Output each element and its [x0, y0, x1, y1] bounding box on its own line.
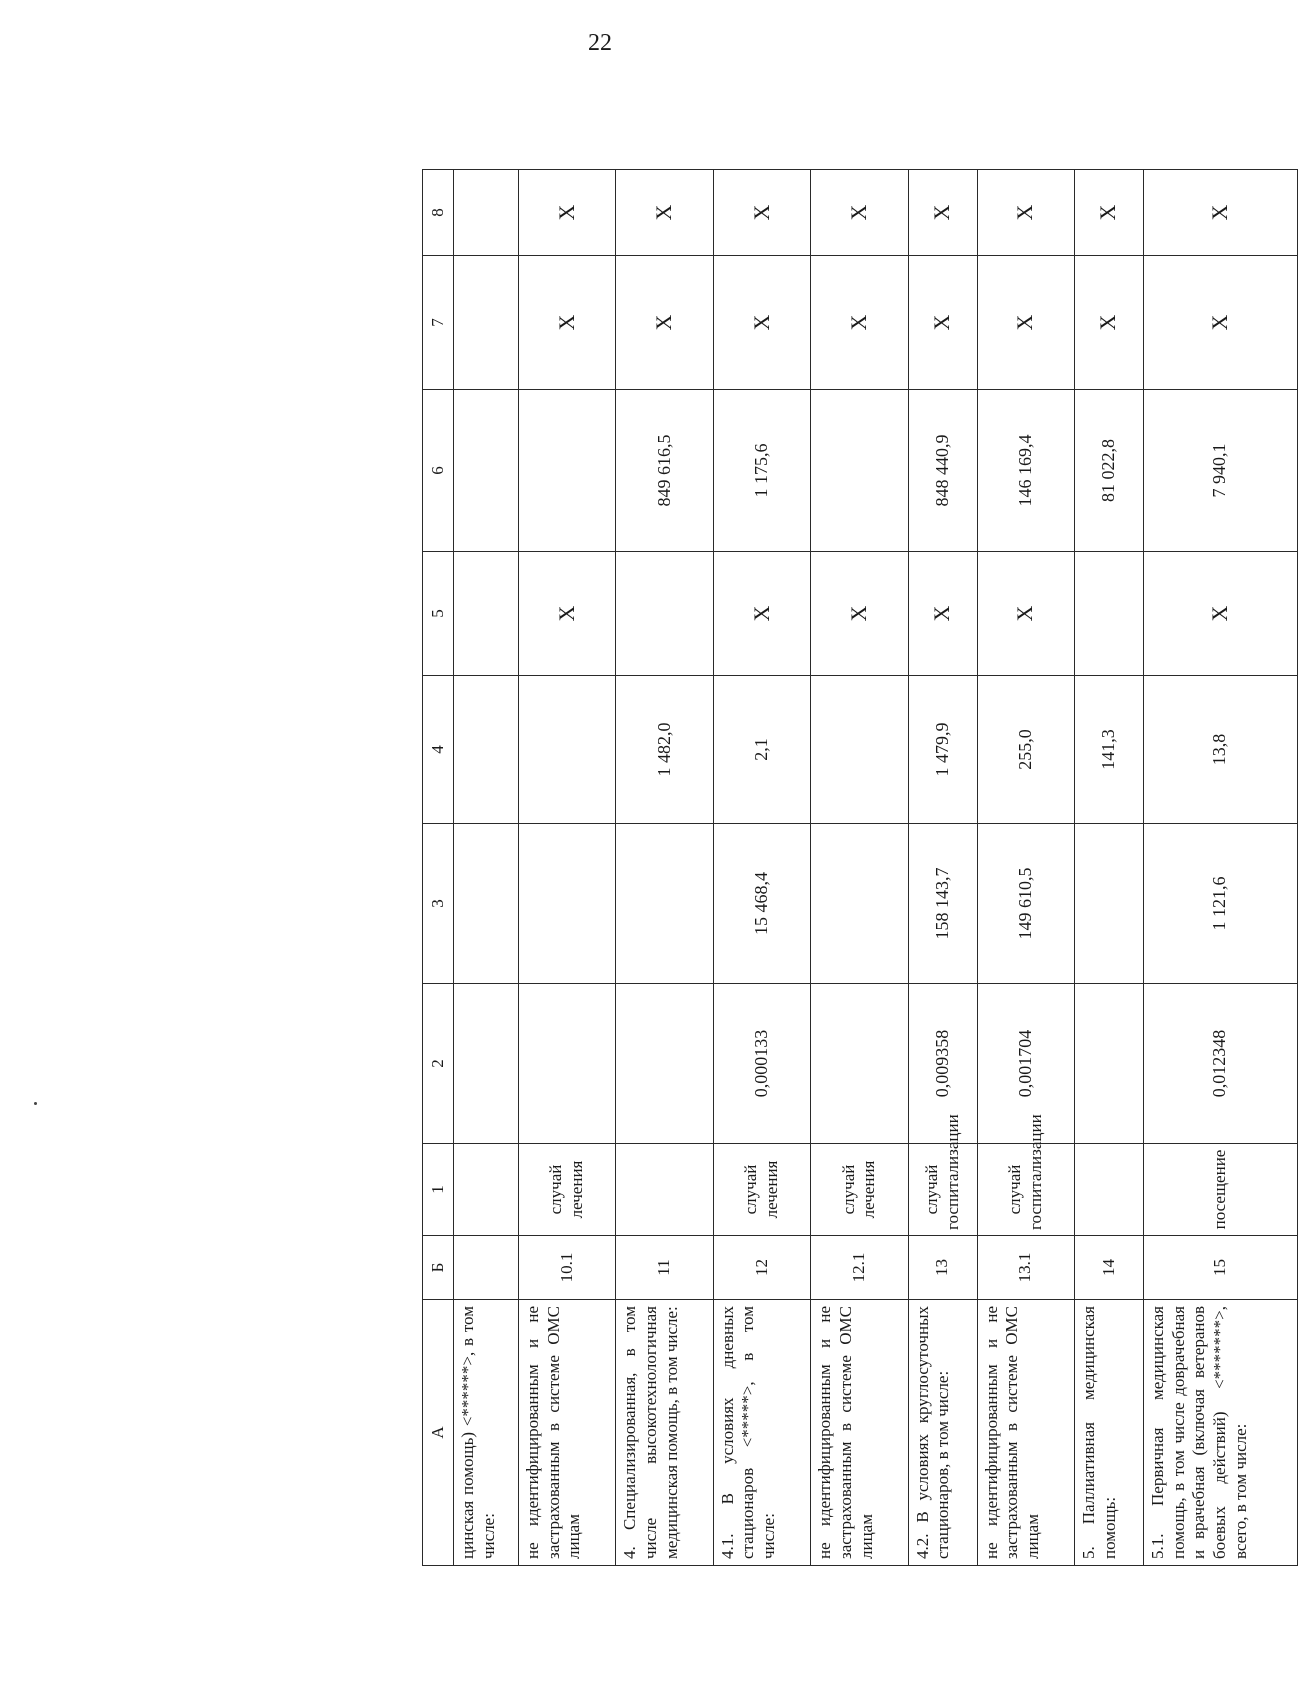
row-code: 13.1 — [977, 1236, 1074, 1300]
value-cell: 141,3 — [1074, 676, 1143, 824]
value-cell: X — [519, 552, 616, 676]
value-cell: 2,1 — [713, 676, 810, 824]
value-cell: 1 175,6 — [713, 390, 810, 552]
value-cell — [454, 390, 519, 552]
unit-cell — [454, 1144, 519, 1236]
value-cell: X — [519, 256, 616, 390]
value-cell: X — [519, 170, 616, 256]
table-row — [1143, 170, 1297, 1566]
row-label: 5.1. Первичная медицинская помощь, в том числе доврачебная и врачебная (включая ветеранов боевых действий) <*******>, всего, в том числе: — [1143, 1300, 1297, 1566]
value-cell: X — [977, 170, 1074, 256]
value-cell: X — [713, 552, 810, 676]
row-code: 11 — [616, 1236, 713, 1300]
rotated-table-wrapper — [422, 170, 1298, 1566]
value-cell: X — [713, 256, 810, 390]
value-cell: 13,8 — [1143, 676, 1297, 824]
row-label: 4. Специализированная, в том числе высокотехнологичная медицинская помощь, в том числе: — [616, 1300, 713, 1566]
value-cell: 15 468,4 — [713, 824, 810, 984]
page-number: 22 — [588, 30, 612, 56]
value-cell: 849 616,5 — [616, 390, 713, 552]
value-cell: X — [1143, 552, 1297, 676]
header-cell: Б — [423, 1236, 454, 1300]
row-label: цинская помощь) <******>, в том числе: — [454, 1300, 519, 1566]
value-cell — [519, 984, 616, 1144]
value-cell: 158 143,7 — [908, 824, 977, 984]
value-cell: X — [908, 256, 977, 390]
value-cell: 1 121,6 — [1143, 824, 1297, 984]
value-cell: X — [811, 170, 908, 256]
value-cell — [1074, 984, 1143, 1144]
value-cell: 0,000133 — [713, 984, 810, 1144]
header-cell: 7 — [423, 256, 454, 390]
unit-cell: случай лечения — [519, 1144, 616, 1236]
value-cell: 0,001704 — [977, 984, 1074, 1144]
unit-cell — [1074, 1144, 1143, 1236]
value-cell — [454, 256, 519, 390]
value-cell — [616, 984, 713, 1144]
table-row — [811, 170, 908, 1566]
value-cell — [811, 676, 908, 824]
value-cell: 1 479,9 — [908, 676, 977, 824]
value-cell — [454, 170, 519, 256]
value-cell: X — [811, 256, 908, 390]
table-header-row — [423, 170, 454, 1566]
header-cell: 8 — [423, 170, 454, 256]
value-cell: X — [908, 552, 977, 676]
table-row — [908, 170, 977, 1566]
row-label: не идентифицированным и не застрахованным в системе ОМС лицам — [519, 1300, 616, 1566]
value-cell: 0,012348 — [1143, 984, 1297, 1144]
value-cell: X — [977, 552, 1074, 676]
value-cell: X — [908, 170, 977, 256]
row-code: 15 — [1143, 1236, 1297, 1300]
unit-cell: случай лечения — [713, 1144, 810, 1236]
row-code: 12.1 — [811, 1236, 908, 1300]
row-label: 4.2. В условиях круглосуточных стационаров, в том числе: — [908, 1300, 977, 1566]
header-cell: 3 — [423, 824, 454, 984]
value-cell: X — [1143, 256, 1297, 390]
row-label: не идентифицированным и не застрахованным в системе ОМС лицам — [977, 1300, 1074, 1566]
value-cell: X — [977, 256, 1074, 390]
row-code: 14 — [1074, 1236, 1143, 1300]
value-cell: X — [713, 170, 810, 256]
header-cell: 4 — [423, 676, 454, 824]
table-row — [713, 170, 810, 1566]
value-cell: 81 022,8 — [1074, 390, 1143, 552]
unit-cell: случай госпитализации — [908, 1144, 977, 1236]
value-cell — [811, 824, 908, 984]
value-cell — [811, 390, 908, 552]
value-cell: 1 482,0 — [616, 676, 713, 824]
table-row — [454, 170, 519, 1566]
row-code: 12 — [713, 1236, 810, 1300]
value-cell — [454, 552, 519, 676]
data-table — [422, 169, 1298, 1566]
header-cell: А — [423, 1300, 454, 1566]
value-cell — [1074, 824, 1143, 984]
value-cell — [454, 984, 519, 1144]
unit-cell: случай госпитализации — [977, 1144, 1074, 1236]
header-cell: 6 — [423, 390, 454, 552]
header-cell: 5 — [423, 552, 454, 676]
value-cell: 0,009358 — [908, 984, 977, 1144]
row-label: не идентифицированным и не застрахованным в системе ОМС лицам — [811, 1300, 908, 1566]
row-label: 4.1. В условиях дневных стационаров <*****>, в том числе: — [713, 1300, 810, 1566]
value-cell — [519, 824, 616, 984]
value-cell — [519, 676, 616, 824]
value-cell: X — [1074, 256, 1143, 390]
value-cell — [519, 390, 616, 552]
unit-cell: посещение — [1143, 1144, 1297, 1236]
table-row — [1074, 170, 1143, 1566]
header-cell: 2 — [423, 984, 454, 1144]
value-cell: X — [811, 552, 908, 676]
value-cell: 848 440,9 — [908, 390, 977, 552]
unit-cell: случай лечения — [811, 1144, 908, 1236]
value-cell — [616, 824, 713, 984]
value-cell: 146 169,4 — [977, 390, 1074, 552]
value-cell: 255,0 — [977, 676, 1074, 824]
scan-speck — [34, 1102, 37, 1105]
row-code: 10.1 — [519, 1236, 616, 1300]
value-cell — [616, 552, 713, 676]
value-cell: 7 940,1 — [1143, 390, 1297, 552]
row-code — [454, 1236, 519, 1300]
header-cell: 1 — [423, 1144, 454, 1236]
table-row — [519, 170, 616, 1566]
value-cell: X — [1143, 170, 1297, 256]
value-cell: X — [616, 256, 713, 390]
value-cell: X — [616, 170, 713, 256]
unit-cell — [616, 1144, 713, 1236]
row-label: 5. Паллиативная медицинская помощь: — [1074, 1300, 1143, 1566]
value-cell: X — [1074, 170, 1143, 256]
value-cell: 149 610,5 — [977, 824, 1074, 984]
table-row — [977, 170, 1074, 1566]
value-cell — [454, 824, 519, 984]
value-cell — [454, 676, 519, 824]
value-cell — [811, 984, 908, 1144]
value-cell — [1074, 552, 1143, 676]
row-code: 13 — [908, 1236, 977, 1300]
table-row — [616, 170, 713, 1566]
